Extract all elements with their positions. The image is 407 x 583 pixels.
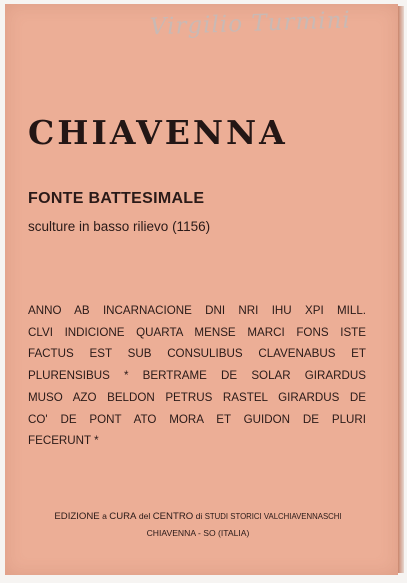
publisher-word: CENTRO [152,511,194,522]
cover-subtitle: FONTE BATTESIMALE [28,190,205,207]
publisher-word: STUDI STORICI VALCHIAVENNASCHI [204,512,342,521]
publisher-word: di [193,511,205,521]
latin-inscription [28,300,366,452]
inscription-line: CLVI INDICIONE QUARTA MENSE MARCI FONS ISTE [28,325,366,339]
inscription-line: PLURENSIBUS * BERTRAME DE SOLAR GIRARDUS [28,369,366,383]
book-cover [5,4,398,575]
publisher-imprint [25,508,371,542]
publisher-word: del [136,511,153,521]
inscription-line: FECERUNT * [28,434,99,448]
cover-description: sculture in basso rilievo (1156) [28,219,211,234]
publisher-location: CHIAVENNA - SO (ITALIA) [146,528,250,538]
cover-title: CHIAVENNA [28,113,288,152]
publisher-line [25,508,371,525]
inscription-line: ANNO AB INCARNACIONE DNI NRI IHU XPI MILL. [28,304,366,317]
publisher-word: a [99,511,110,521]
publisher-word: EDIZIONE [54,511,100,522]
inscription-line: CO' DE PONT ATO MORA ET GUIDON DE PLURI [28,412,366,426]
publisher-word: CURA [109,511,137,522]
inscription-line: MUSO AZO BELDON PETRUS RASTEL GIRARDUS DE [28,390,366,404]
inscription-line: FACTUS EST SUB CONSULIBUS CLAVENABUS ET [28,347,366,361]
handwritten-signature: Virgilio Turmini [149,7,352,41]
